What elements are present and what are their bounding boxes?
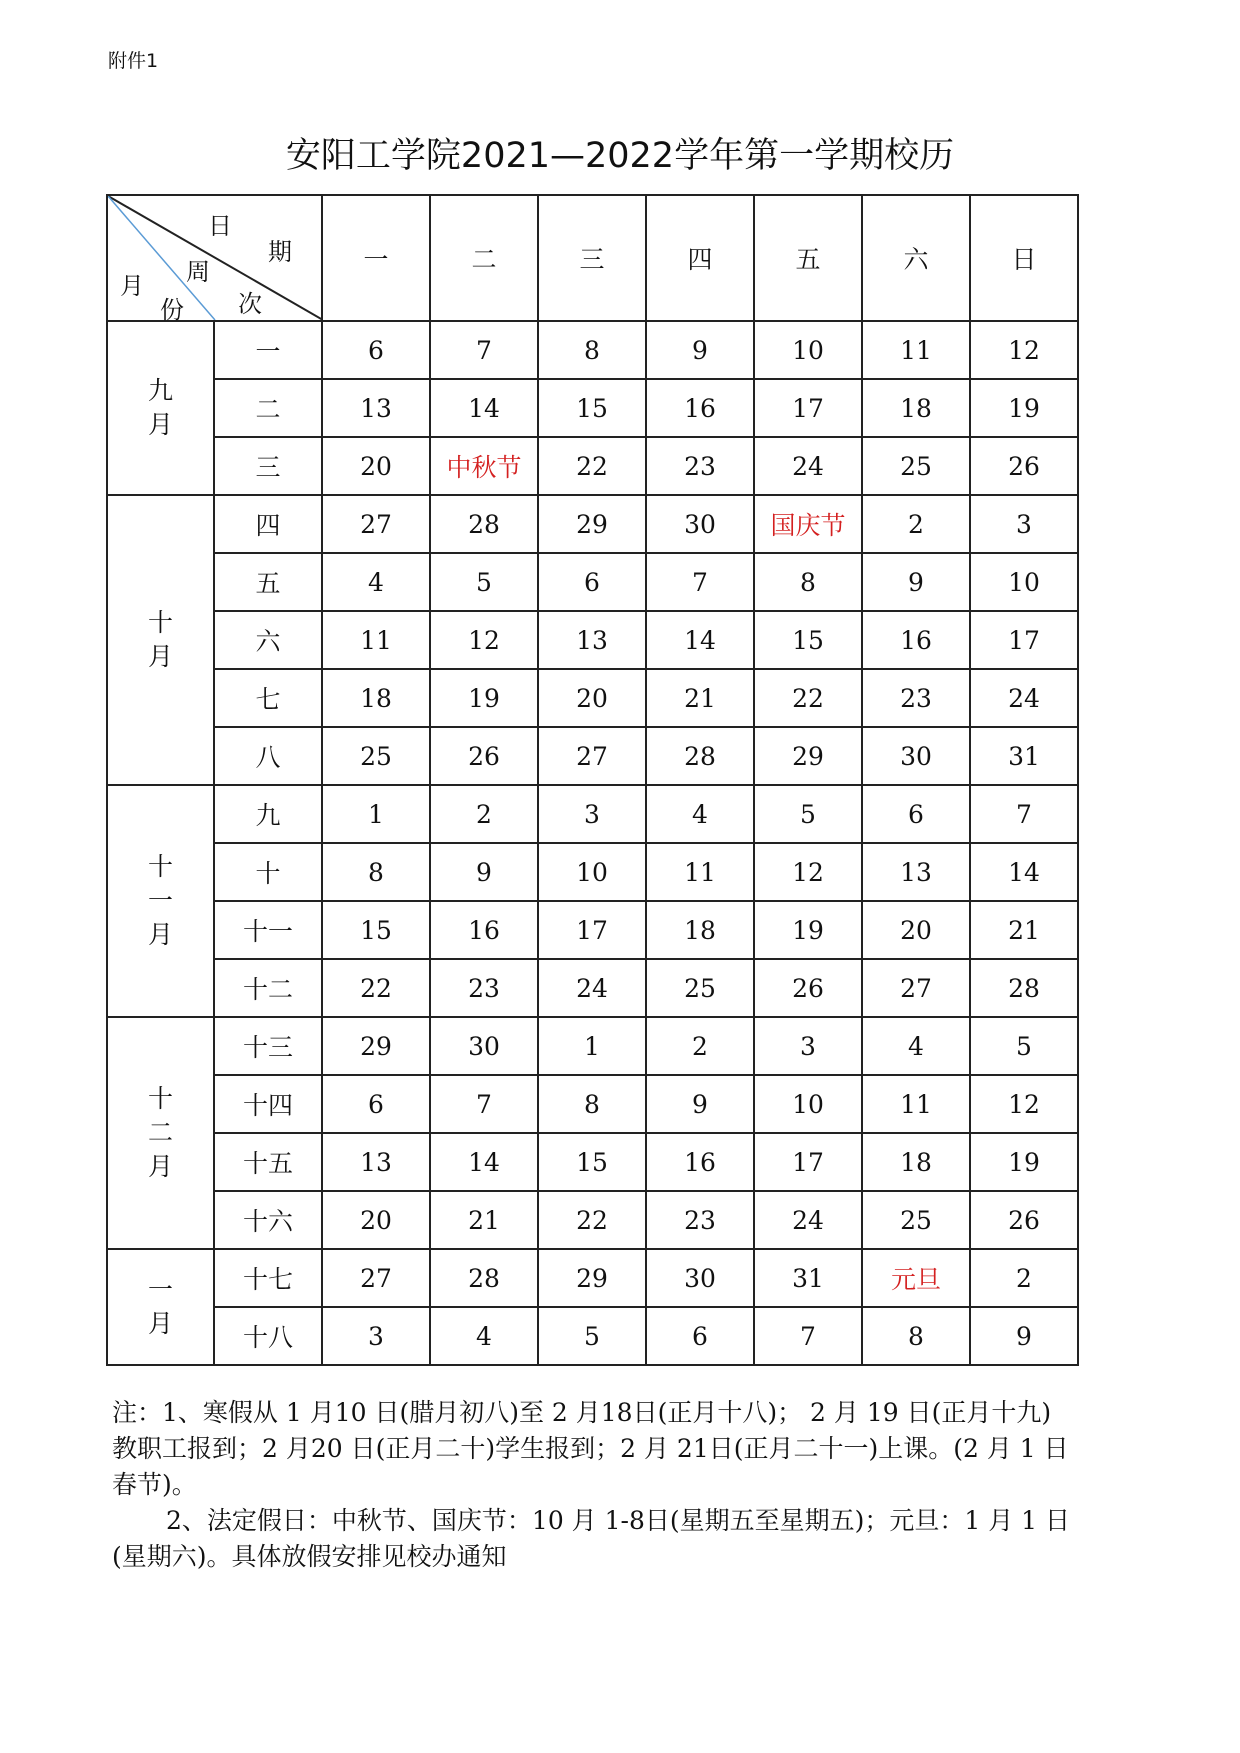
- day-cell: 9: [970, 1307, 1078, 1365]
- day-cell: 13: [322, 379, 430, 437]
- day-cell: 8: [538, 321, 646, 379]
- day-cell: 10: [970, 553, 1078, 611]
- day-cell: 1: [538, 1017, 646, 1075]
- day-cell: 29: [538, 495, 646, 553]
- day-cell: 27: [322, 495, 430, 553]
- day-cell: 16: [430, 901, 538, 959]
- corner-label-yue: 月: [120, 272, 144, 300]
- attachment-label: 附件1: [108, 50, 159, 72]
- month-char: 一: [147, 886, 173, 915]
- day-cell: 8: [754, 553, 862, 611]
- day-cell: 6: [322, 321, 430, 379]
- day-cell: 23: [646, 437, 754, 495]
- day-cell: 26: [970, 1191, 1078, 1249]
- holiday-cell: 元旦: [862, 1249, 970, 1307]
- week-row: [107, 669, 1078, 727]
- month-cell: [107, 1249, 214, 1365]
- week-row: [107, 843, 1078, 901]
- day-cell: 14: [970, 843, 1078, 901]
- week-number-cell: 十七: [214, 1249, 322, 1307]
- day-cell: 11: [862, 1075, 970, 1133]
- week-number-cell: 六: [214, 611, 322, 669]
- day-cell: 14: [430, 379, 538, 437]
- day-cell: 15: [538, 1133, 646, 1191]
- day-cell: 1: [322, 785, 430, 843]
- day-cell: 8: [322, 843, 430, 901]
- day-cell: 13: [538, 611, 646, 669]
- day-cell: 14: [430, 1133, 538, 1191]
- month-char: 月: [147, 1152, 173, 1181]
- day-cell: 27: [862, 959, 970, 1017]
- week-row: [107, 959, 1078, 1017]
- day-cell: 24: [754, 1191, 862, 1249]
- day-cell: 15: [754, 611, 862, 669]
- day-cell: 29: [538, 1249, 646, 1307]
- day-cell: 29: [322, 1017, 430, 1075]
- day-cell: 10: [538, 843, 646, 901]
- holiday-cell: 国庆节: [754, 495, 862, 553]
- day-cell: 21: [970, 901, 1078, 959]
- day-cell: 30: [646, 1249, 754, 1307]
- day-cell: 11: [862, 321, 970, 379]
- week-number-cell: 十八: [214, 1307, 322, 1365]
- week-number-cell: 十三: [214, 1017, 322, 1075]
- day-cell: 18: [862, 379, 970, 437]
- week-number-cell: 二: [214, 379, 322, 437]
- day-cell: 8: [862, 1307, 970, 1365]
- day-cell: 9: [646, 1075, 754, 1133]
- day-cell: 2: [970, 1249, 1078, 1307]
- day-cell: 19: [430, 669, 538, 727]
- day-cell: 6: [862, 785, 970, 843]
- corner-label-ri: 日: [208, 212, 232, 240]
- day-cell: 12: [970, 321, 1078, 379]
- day-cell: 16: [646, 379, 754, 437]
- day-cell: 7: [646, 553, 754, 611]
- day-cell: 6: [322, 1075, 430, 1133]
- day-cell: 7: [970, 785, 1078, 843]
- weekday-header: 六: [862, 195, 970, 321]
- day-cell: 24: [754, 437, 862, 495]
- day-cell: 13: [862, 843, 970, 901]
- day-cell: 25: [862, 1191, 970, 1249]
- month-char: 二: [147, 1118, 173, 1147]
- header-row: [107, 195, 1078, 321]
- week-number-cell: 七: [214, 669, 322, 727]
- day-cell: 2: [646, 1017, 754, 1075]
- day-cell: 30: [430, 1017, 538, 1075]
- day-cell: 18: [322, 669, 430, 727]
- day-cell: 19: [970, 1133, 1078, 1191]
- day-cell: 21: [430, 1191, 538, 1249]
- week-row: [107, 553, 1078, 611]
- week-row: [107, 1133, 1078, 1191]
- day-cell: 12: [970, 1075, 1078, 1133]
- day-cell: 22: [322, 959, 430, 1017]
- day-cell: 10: [754, 1075, 862, 1133]
- week-row: [107, 1307, 1078, 1365]
- day-cell: 3: [322, 1307, 430, 1365]
- holiday-cell: 中秋节: [430, 437, 538, 495]
- month-char: 九: [147, 376, 173, 405]
- week-row: [107, 1249, 1078, 1307]
- week-number-cell: 十五: [214, 1133, 322, 1191]
- day-cell: 17: [754, 379, 862, 437]
- day-cell: 23: [862, 669, 970, 727]
- day-cell: 19: [754, 901, 862, 959]
- day-cell: 9: [646, 321, 754, 379]
- week-row: [107, 321, 1078, 379]
- day-cell: 17: [754, 1133, 862, 1191]
- corner-label-ci: 次: [238, 290, 262, 318]
- day-cell: 18: [646, 901, 754, 959]
- day-cell: 7: [430, 1075, 538, 1133]
- day-cell: 9: [430, 843, 538, 901]
- week-number-cell: 十二: [214, 959, 322, 1017]
- day-cell: 3: [754, 1017, 862, 1075]
- day-cell: 13: [322, 1133, 430, 1191]
- weekday-header: 二: [430, 195, 538, 321]
- day-cell: 20: [322, 1191, 430, 1249]
- day-cell: 11: [322, 611, 430, 669]
- day-cell: 23: [646, 1191, 754, 1249]
- week-number-cell: 三: [214, 437, 322, 495]
- day-cell: 2: [430, 785, 538, 843]
- week-number-cell: 五: [214, 553, 322, 611]
- day-cell: 22: [538, 437, 646, 495]
- day-cell: 27: [322, 1249, 430, 1307]
- month-cell: [107, 321, 214, 495]
- day-cell: 8: [538, 1075, 646, 1133]
- note-2: 2、法定假日：中秋节、国庆节：10 月 1-8日(星期五至星期五)；元旦：1 月 1 日(星期六)。具体放假安排见校办通知: [112, 1506, 1071, 1571]
- month-cell: [107, 495, 214, 785]
- month-char: 月: [147, 410, 173, 439]
- month-char: 十: [147, 608, 173, 637]
- day-cell: 4: [862, 1017, 970, 1075]
- week-row: [107, 1075, 1078, 1133]
- day-cell: 30: [862, 727, 970, 785]
- day-cell: 17: [970, 611, 1078, 669]
- day-cell: 26: [970, 437, 1078, 495]
- week-row: [107, 495, 1078, 553]
- day-cell: 5: [970, 1017, 1078, 1075]
- day-cell: 22: [538, 1191, 646, 1249]
- day-cell: 16: [862, 611, 970, 669]
- week-number-cell: 八: [214, 727, 322, 785]
- month-char: 月: [147, 1309, 173, 1338]
- week-row: [107, 727, 1078, 785]
- day-cell: 28: [646, 727, 754, 785]
- day-cell: 14: [646, 611, 754, 669]
- corner-label-qi: 期: [268, 238, 292, 266]
- week-number-cell: 九: [214, 785, 322, 843]
- day-cell: 15: [538, 379, 646, 437]
- month-char: 十: [147, 852, 173, 881]
- week-row: [107, 437, 1078, 495]
- day-cell: 10: [754, 321, 862, 379]
- day-cell: 9: [862, 553, 970, 611]
- weekday-header: 五: [754, 195, 862, 321]
- day-cell: 12: [430, 611, 538, 669]
- day-cell: 16: [646, 1133, 754, 1191]
- month-char: 一: [147, 1275, 173, 1304]
- month-char: 月: [147, 642, 173, 671]
- day-cell: 24: [538, 959, 646, 1017]
- day-cell: 15: [322, 901, 430, 959]
- day-cell: 5: [754, 785, 862, 843]
- day-cell: 31: [754, 1249, 862, 1307]
- school-calendar-table: [106, 194, 1079, 1366]
- day-cell: 19: [970, 379, 1078, 437]
- notes-section: [112, 1395, 1072, 1575]
- note-1: 注：1、寒假从 1 月10 日(腊月初八)至 2 月18日(正月十八)； 2 月 19 日(正月十九) 教职工报到；2 月20 日(正月二十)学生报到；2 月 21日(正月二十一)上课。(2 月 1 日春节)。: [112, 1398, 1069, 1499]
- day-cell: 20: [862, 901, 970, 959]
- day-cell: 25: [862, 437, 970, 495]
- day-cell: 26: [430, 727, 538, 785]
- month-cell: [107, 1017, 214, 1249]
- day-cell: 5: [538, 1307, 646, 1365]
- weekday-header: 日: [970, 195, 1078, 321]
- day-cell: 31: [970, 727, 1078, 785]
- day-cell: 28: [970, 959, 1078, 1017]
- calendar-title: 安阳工学院2021—2022学年第一学期校历: [285, 136, 955, 176]
- day-cell: 24: [970, 669, 1078, 727]
- weekday-header: 四: [646, 195, 754, 321]
- day-cell: 25: [322, 727, 430, 785]
- week-number-cell: 十一: [214, 901, 322, 959]
- day-cell: 20: [322, 437, 430, 495]
- day-cell: 4: [322, 553, 430, 611]
- day-cell: 21: [646, 669, 754, 727]
- day-cell: 23: [430, 959, 538, 1017]
- weekday-header: 三: [538, 195, 646, 321]
- day-cell: 22: [754, 669, 862, 727]
- month-char: 十: [147, 1084, 173, 1113]
- day-cell: 7: [430, 321, 538, 379]
- day-cell: 5: [430, 553, 538, 611]
- week-row: [107, 611, 1078, 669]
- day-cell: 4: [430, 1307, 538, 1365]
- day-cell: 3: [538, 785, 646, 843]
- week-number-cell: 十: [214, 843, 322, 901]
- week-number-cell: 四: [214, 495, 322, 553]
- day-cell: 6: [538, 553, 646, 611]
- day-cell: 12: [754, 843, 862, 901]
- corner-header-cell: [107, 195, 322, 324]
- day-cell: 25: [646, 959, 754, 1017]
- day-cell: 28: [430, 495, 538, 553]
- week-row: [107, 1191, 1078, 1249]
- month-cell: [107, 785, 214, 1017]
- day-cell: 20: [538, 669, 646, 727]
- day-cell: 17: [538, 901, 646, 959]
- week-number-cell: 十六: [214, 1191, 322, 1249]
- day-cell: 27: [538, 727, 646, 785]
- month-char: 月: [147, 920, 173, 949]
- day-cell: 29: [754, 727, 862, 785]
- day-cell: 2: [862, 495, 970, 553]
- day-cell: 7: [754, 1307, 862, 1365]
- day-cell: 18: [862, 1133, 970, 1191]
- day-cell: 11: [646, 843, 754, 901]
- day-cell: 28: [430, 1249, 538, 1307]
- day-cell: 26: [754, 959, 862, 1017]
- day-cell: 6: [646, 1307, 754, 1365]
- corner-label-zhou: 周: [186, 258, 210, 286]
- week-number-cell: 一: [214, 321, 322, 379]
- day-cell: 30: [646, 495, 754, 553]
- day-cell: 3: [970, 495, 1078, 553]
- week-row: [107, 901, 1078, 959]
- corner-label-fen: 份: [160, 296, 184, 324]
- week-row: [107, 1017, 1078, 1075]
- weekday-header: 一: [322, 195, 430, 321]
- week-row: [107, 379, 1078, 437]
- week-number-cell: 十四: [214, 1075, 322, 1133]
- day-cell: 4: [646, 785, 754, 843]
- week-row: [107, 785, 1078, 843]
